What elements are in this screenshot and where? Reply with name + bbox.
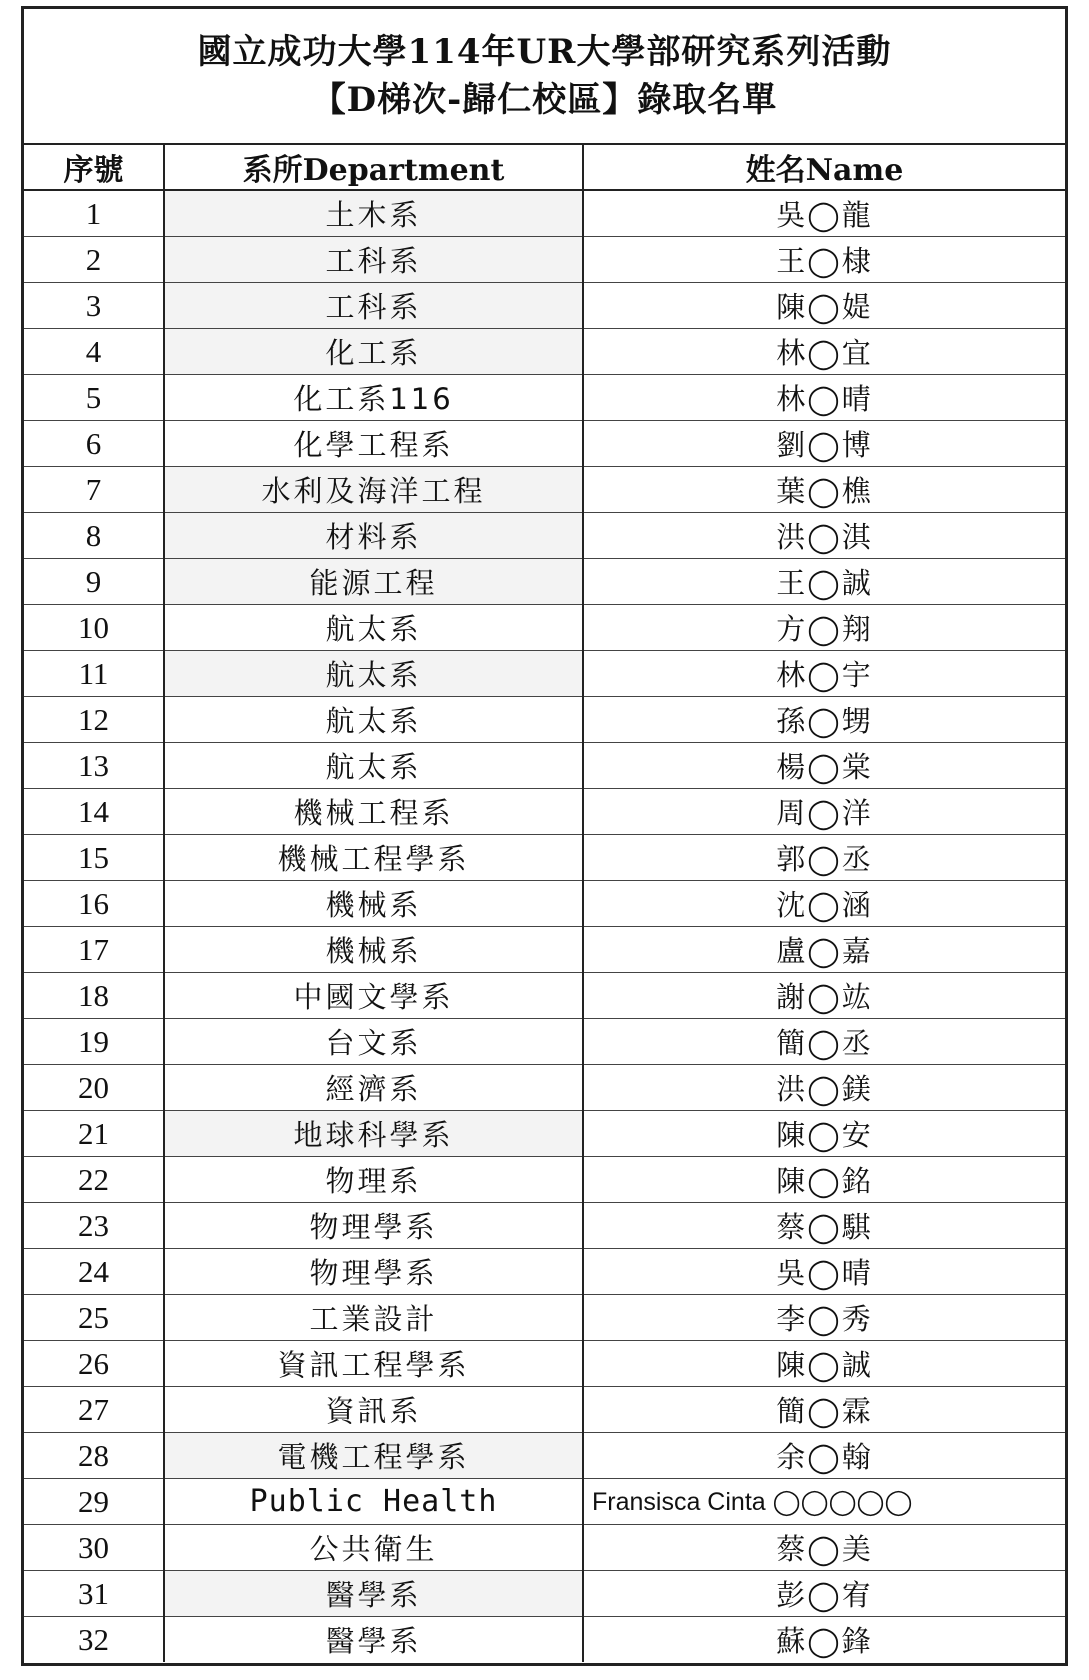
table-row [24,375,1065,421]
table-row [24,237,1065,283]
table-row [24,1571,1065,1617]
row-name: 王◯誠 [583,559,1065,605]
row-name: 郭◯丞 [583,835,1065,881]
row-number: 17 [24,927,164,973]
row-department: 工業設計 [164,1295,583,1341]
table-body [24,190,1065,1662]
admission-table [24,145,1065,1662]
row-number: 19 [24,1019,164,1065]
row-department: 工科系 [164,283,583,329]
table-row [24,1203,1065,1249]
row-number: 22 [24,1157,164,1203]
row-name: 簡◯霖 [583,1387,1065,1433]
row-number: 7 [24,467,164,513]
row-number: 24 [24,1249,164,1295]
row-department: 物理學系 [164,1249,583,1295]
row-department: 航太系 [164,651,583,697]
row-department: 土木系 [164,190,583,237]
row-number: 1 [24,190,164,237]
table-row [24,559,1065,605]
row-number: 18 [24,973,164,1019]
table-row [24,421,1065,467]
row-department: 航太系 [164,743,583,789]
row-name: 王◯棣 [583,237,1065,283]
row-name: 方◯翔 [583,605,1065,651]
row-name: 吳◯龍 [583,190,1065,237]
row-number: 30 [24,1525,164,1571]
table-row [24,1019,1065,1065]
row-name: 周◯洋 [583,789,1065,835]
row-name: 林◯宇 [583,651,1065,697]
row-department: 資訊系 [164,1387,583,1433]
row-number: 11 [24,651,164,697]
row-number: 15 [24,835,164,881]
row-number: 32 [24,1617,164,1663]
row-number: 13 [24,743,164,789]
table-row [24,1249,1065,1295]
row-number: 23 [24,1203,164,1249]
title-line-2: 【D梯次-歸仁校區】錄取名單 [311,80,778,120]
row-number: 27 [24,1387,164,1433]
row-number: 28 [24,1433,164,1479]
row-name: 謝◯竑 [583,973,1065,1019]
row-name: 陳◯安 [583,1111,1065,1157]
row-department: 中國文學系 [164,973,583,1019]
row-number: 4 [24,329,164,375]
row-number: 16 [24,881,164,927]
table-row [24,329,1065,375]
row-department: 台文系 [164,1019,583,1065]
table-row [24,789,1065,835]
admission-list-sheet [21,6,1068,1666]
row-department: 材料系 [164,513,583,559]
title-block [24,9,1065,145]
table-row [24,1617,1065,1663]
row-department: 化工系 [164,329,583,375]
row-department: 化工系116 [164,375,583,421]
table-row [24,1295,1065,1341]
table-row [24,1433,1065,1479]
row-name: 蔡◯美 [583,1525,1065,1571]
header-row [24,145,1065,190]
row-name: 簡◯丞 [583,1019,1065,1065]
row-number: 21 [24,1111,164,1157]
row-name: 陳◯誠 [583,1341,1065,1387]
table-row [24,1341,1065,1387]
row-name: 楊◯棠 [583,743,1065,789]
row-department: 水利及海洋工程 [164,467,583,513]
row-name: 李◯秀 [583,1295,1065,1341]
row-number: 3 [24,283,164,329]
row-number: 31 [24,1571,164,1617]
row-number: 6 [24,421,164,467]
table-row [24,513,1065,559]
row-department: 電機工程學系 [164,1433,583,1479]
row-name: 盧◯嘉 [583,927,1065,973]
table-row [24,605,1065,651]
table-row [24,881,1065,927]
row-department: 機械系 [164,881,583,927]
table-row [24,283,1065,329]
table-row [24,1479,1065,1525]
row-number: 9 [24,559,164,605]
row-department: 經濟系 [164,1065,583,1111]
table-row [24,190,1065,237]
table-row [24,1387,1065,1433]
row-department: 機械系 [164,927,583,973]
row-department: 公共衛生 [164,1525,583,1571]
row-name: 葉◯樵 [583,467,1065,513]
table-row [24,467,1065,513]
row-department: 化學工程系 [164,421,583,467]
row-name: Fransisca Cinta ◯◯◯◯◯ [583,1479,1065,1525]
row-number: 5 [24,375,164,421]
row-name: 蔡◯騏 [583,1203,1065,1249]
row-name: 彭◯宥 [583,1571,1065,1617]
row-department: Public Health [164,1479,583,1525]
row-department: 能源工程 [164,559,583,605]
row-department: 物理學系 [164,1203,583,1249]
table-row [24,973,1065,1019]
row-department: 醫學系 [164,1617,583,1663]
row-department: 物理系 [164,1157,583,1203]
table-row [24,927,1065,973]
row-number: 20 [24,1065,164,1111]
row-number: 26 [24,1341,164,1387]
row-name: 吳◯晴 [583,1249,1065,1295]
header-no: 序號 [24,145,164,190]
row-name: 林◯宜 [583,329,1065,375]
row-number: 8 [24,513,164,559]
row-department: 醫學系 [164,1571,583,1617]
row-name: 孫◯甥 [583,697,1065,743]
row-name: 劉◯博 [583,421,1065,467]
title-line-1: 國立成功大學114年UR大學部研究系列活動 [197,32,892,72]
row-name: 陳◯銘 [583,1157,1065,1203]
table-row [24,1111,1065,1157]
table-row [24,1157,1065,1203]
table-row [24,1065,1065,1111]
row-name: 沈◯涵 [583,881,1065,927]
row-name: 蘇◯鋒 [776,1624,873,1658]
row-name: 洪◯鎂 [583,1065,1065,1111]
row-name: 洪◯淇 [583,513,1065,559]
table-row [24,651,1065,697]
table-row [24,743,1065,789]
row-name: 林◯晴 [583,375,1065,421]
table-row [24,1525,1065,1571]
row-name: 余◯翰 [583,1433,1065,1479]
header-dept: 系所Department [164,145,583,190]
row-department: 機械工程學系 [164,835,583,881]
row-department: 資訊工程學系 [164,1341,583,1387]
row-number: 14 [24,789,164,835]
row-number: 29 [24,1479,164,1525]
row-department: 機械工程系 [164,789,583,835]
row-number: 25 [24,1295,164,1341]
table-row [24,835,1065,881]
row-department: 航太系 [164,605,583,651]
row-number: 2 [24,237,164,283]
row-name: 陳◯媞 [583,283,1065,329]
row-department: 工科系 [164,237,583,283]
row-number: 10 [24,605,164,651]
row-department: 地球科學系 [164,1111,583,1157]
header-name: 姓名Name [583,145,1065,190]
row-department: 航太系 [164,697,583,743]
table-row [24,697,1065,743]
row-number: 12 [24,697,164,743]
